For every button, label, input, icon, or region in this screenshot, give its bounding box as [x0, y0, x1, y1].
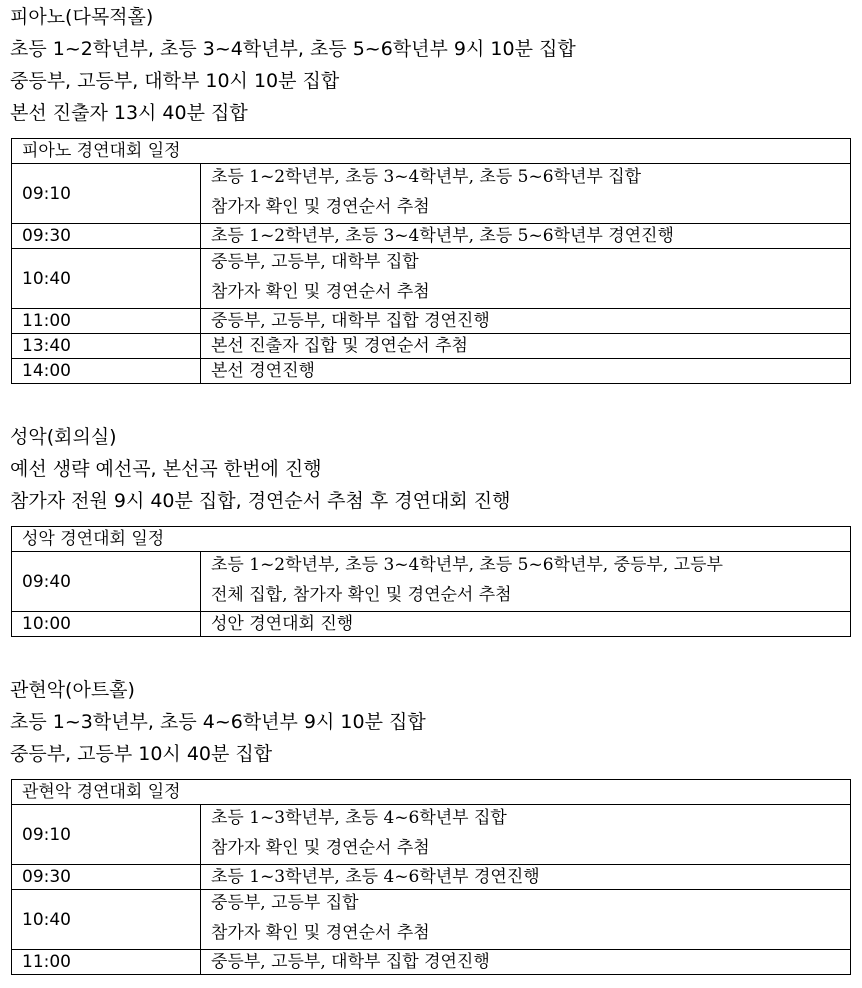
time-cell: 10:40 [12, 249, 201, 309]
description-cell: 초등 1~3학년부, 초등 4~6학년부 경연진행 [201, 865, 851, 890]
table-title-row [12, 139, 851, 164]
table-title-row [12, 780, 851, 805]
time-cell: 11:00 [12, 950, 201, 975]
description-cell: 성안 경연대회 진행 [201, 612, 851, 637]
table-title-row [12, 527, 851, 552]
description-cell: 본선 경연진행 [201, 359, 851, 384]
table-row [12, 950, 851, 975]
description-line: 전체 집합, 참가자 확인 및 경연순서 추첨 [211, 585, 512, 605]
description-cell: 중등부, 고등부, 대학부 집합 경연진행 [201, 309, 851, 334]
time-cell: 09:30 [12, 224, 201, 249]
orchestra-intro [0, 674, 862, 770]
table-row [12, 334, 851, 359]
orchestra-schedule-table [11, 779, 851, 975]
table-title: 관현악 경연대회 일정 [12, 780, 851, 805]
table-title: 피아노 경연대회 일정 [12, 139, 851, 164]
table-row [12, 224, 851, 249]
description-line: 참가자 확인 및 경연순서 추첨 [211, 923, 430, 943]
time-cell: 13:40 [12, 334, 201, 359]
description-cell [201, 805, 851, 865]
description-line: 참가자 확인 및 경연순서 추첨 [211, 838, 430, 858]
description-cell [201, 164, 851, 224]
intro-line: 참가자 전원 9시 40분 집합, 경연순서 추첨 후 경연대회 진행 [10, 490, 511, 512]
table-row [12, 164, 851, 224]
table-row [12, 552, 851, 612]
description-line: 초등 1~2학년부, 초등 3~4학년부, 초등 5~6학년부, 중등부, 고등부 [211, 555, 723, 575]
description-line: 참가자 확인 및 경연순서 추첨 [211, 197, 430, 217]
description-line: 중등부, 고등부, 대학부 집합 [211, 252, 419, 272]
description-line: 초등 1~3학년부, 초등 4~6학년부 집합 [211, 808, 507, 828]
intro-line: 초등 1~2학년부, 초등 3~4학년부, 초등 5~6학년부 9시 10분 집합 [10, 38, 576, 60]
table-row [12, 359, 851, 384]
intro-line: 중등부, 고등부, 대학부 10시 10분 집합 [10, 70, 340, 92]
time-cell: 10:40 [12, 890, 201, 950]
time-cell: 11:00 [12, 309, 201, 334]
description-line: 초등 1~2학년부, 초등 3~4학년부, 초등 5~6학년부 집합 [211, 167, 642, 187]
vocal-schedule-table [11, 526, 851, 637]
table-row [12, 309, 851, 334]
section-heading: 관현악(아트홀) [10, 679, 135, 701]
description-cell [201, 552, 851, 612]
table-title: 성악 경연대회 일정 [12, 527, 851, 552]
time-cell: 09:30 [12, 865, 201, 890]
piano-schedule-table [11, 138, 851, 384]
table-row [12, 805, 851, 865]
time-cell: 09:10 [12, 805, 201, 865]
intro-line: 중등부, 고등부 10시 40분 집합 [10, 743, 273, 765]
intro-line: 초등 1~3학년부, 초등 4~6학년부 9시 10분 집합 [10, 711, 426, 733]
intro-line: 예선 생략 예선곡, 본선곡 한번에 진행 [10, 458, 322, 480]
table-row [12, 612, 851, 637]
time-cell: 09:10 [12, 164, 201, 224]
description-cell [201, 249, 851, 309]
table-row [12, 249, 851, 309]
section-heading: 피아노(다목적홀) [10, 6, 154, 28]
time-cell: 10:00 [12, 612, 201, 637]
intro-line: 본선 진출자 13시 40분 집합 [10, 102, 248, 124]
description-cell [201, 890, 851, 950]
description-line: 중등부, 고등부 집합 [211, 893, 359, 913]
vocal-intro [0, 421, 862, 517]
time-cell: 14:00 [12, 359, 201, 384]
vocal-section [0, 421, 862, 637]
section-heading: 성악(회의실) [10, 426, 117, 448]
orchestra-section [0, 674, 862, 975]
description-cell: 중등부, 고등부, 대학부 집합 경연진행 [201, 950, 851, 975]
time-cell: 09:40 [12, 552, 201, 612]
table-row [12, 865, 851, 890]
description-cell: 초등 1~2학년부, 초등 3~4학년부, 초등 5~6학년부 경연진행 [201, 224, 851, 249]
piano-intro [0, 1, 862, 129]
description-cell: 본선 진출자 집합 및 경연순서 추첨 [201, 334, 851, 359]
piano-section [0, 1, 862, 384]
description-line: 참가자 확인 및 경연순서 추첨 [211, 282, 430, 302]
table-row [12, 890, 851, 950]
